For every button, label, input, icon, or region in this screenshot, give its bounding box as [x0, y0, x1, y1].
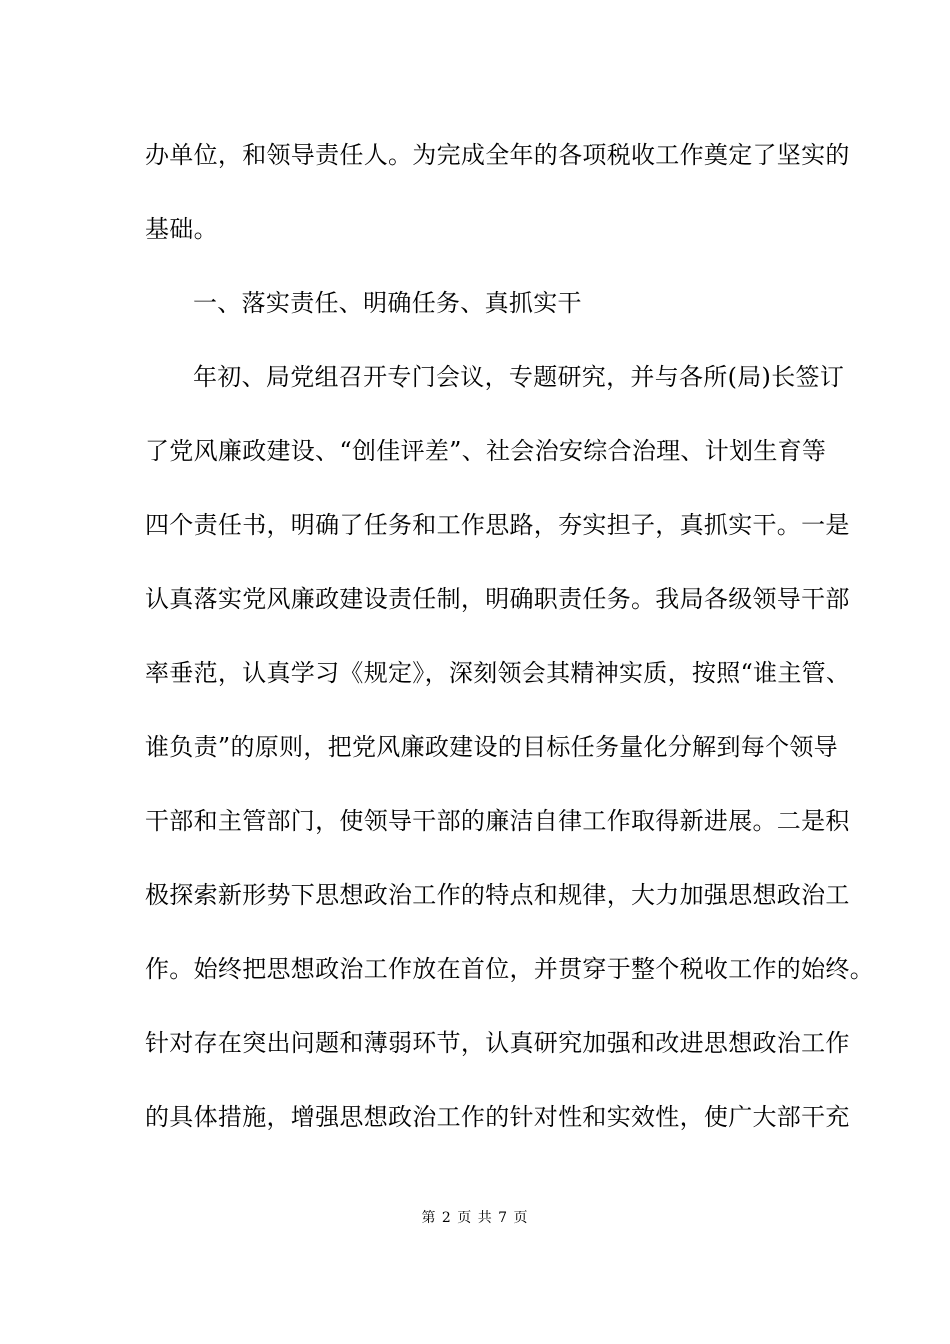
text-line: 针对存在突出问题和薄弱环节，认真研究加强和改进思想政治工作	[145, 1029, 850, 1057]
text-line: 年初、局党组召开专门会议，专题研究，并与各所(局)长签订	[193, 363, 845, 391]
page-number: 第 2 页 共 7 页	[421, 1210, 529, 1226]
text-line: 认真落实党风廉政建设责任制，明确职责任务。我局各级领导干部	[145, 585, 850, 613]
text-line: 办单位，和领导责任人。为完成全年的各项税收工作奠定了坚实的	[145, 141, 850, 169]
text-line: 了党风廉政建设、“创佳评差”、社会治安综合治理、计划生育等	[145, 437, 827, 465]
section-heading: 一、落实责任、明确任务、真抓实干	[193, 289, 582, 317]
text-line: 四个责任书，明确了任务和工作思路，夯实担子，真抓实干。一是	[145, 511, 850, 539]
text-line: 作。始终把思想政治工作放在首位，并贯穿于整个税收工作的始终。	[145, 955, 874, 983]
text-line: 干部和主管部门，使领导干部的廉洁自律工作取得新进展。二是积	[145, 807, 850, 835]
text-line: 极探索新形势下思想政治工作的特点和规律，大力加强思想政治工	[145, 881, 850, 909]
text-line: 谁负责”的原则，把党风廉政建设的目标任务量化分解到每个领导	[145, 733, 838, 761]
text-line: 的具体措施，增强思想政治工作的针对性和实效性，使广大部干充	[145, 1103, 850, 1131]
text-line: 率垂范，认真学习《规定》，深刻领会其精神实质，按照“谁主管、	[145, 659, 851, 687]
text-line: 基础。	[145, 215, 218, 243]
